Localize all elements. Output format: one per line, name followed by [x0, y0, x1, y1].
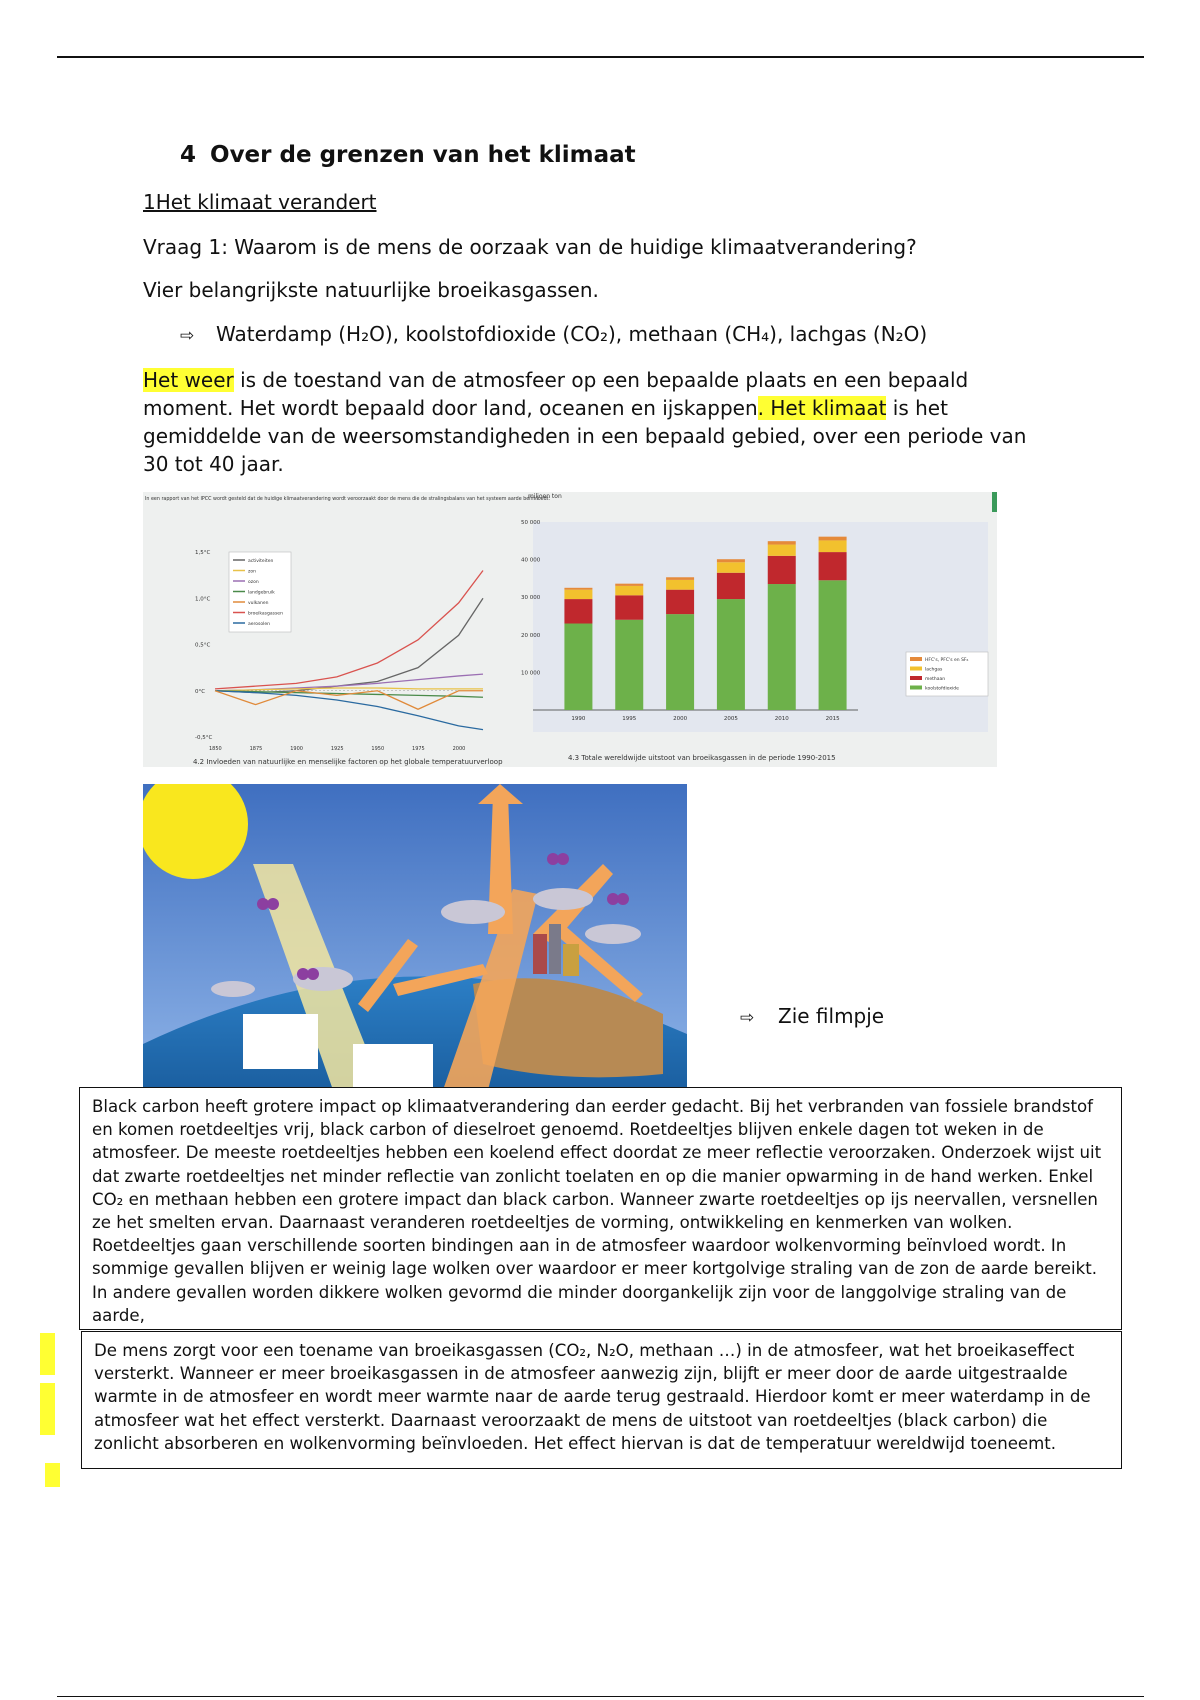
bar-segment-2010: [768, 584, 796, 710]
bar-chart-x-tick: 2010: [774, 716, 789, 722]
definition-weather: is de toestand van de atmosfeer op een bepaalde plaats en een bepaald moment. Het wordt bepaald door land, oceanen en ijskappen: [143, 368, 969, 420]
line-legend-label: broeikasgassen: [248, 611, 283, 617]
bar-chart-y-tick: 20 000: [521, 632, 541, 639]
bar-legend-swatch: [910, 686, 922, 690]
intro-text: Vier belangrijkste natuurlijke broeikasgassen.: [143, 278, 599, 302]
black-carbon-box: Black carbon heeft grotere impact op klimaatverandering dan eerder gedacht. Bij het verbranden van fossiele brandstof en komen roetdeeltjes vrij, black carbon of dieselroet genoemd. Roetdeeltjes blijven enkele dagen tot weken in de atmosfeer. De meeste roetdeeltjes hebben een koelend effect doordat ze meer reflectie veroorzaken. Onderzoek wijst uit dat zwarte roetdeeltjes net minder reflectie van zonlicht toelaten en op die manier opwarming in de hand werken. Enkel CO₂ en methaan hebben een grotere impact dan black carbon. Wanneer zwarte roetdeeltjes op ijs neervallen, versnellen ze het smelten ervan. Daarnaast veranderen roetdeeltjes de vorming, ontwikkeling en kenmerken van wolken. Roetdeeltjes gaan verschillende soorten bindingen aan in de atmosfeer waardoor wolkenvorming beïnvloed wordt. In sommige gevallen blijven er weinig lage wolken over waardoor er meer kortgolvige straling van de zon de aarde bereikt. In andere gevallen worden dikkere wolken gevormd die minder doorgankelijk zijn voor de langgolvige straling van de aarde,: [79, 1087, 1122, 1330]
bar-chart-y-tick: 10 000: [521, 670, 541, 677]
bar-segment-2005: [717, 562, 745, 573]
header-rule: [57, 56, 1144, 58]
question-text: Vraag 1: Waarom is de mens de oorzaak van de huidige klimaatverandering?: [143, 235, 917, 259]
line-chart-x-tick: 1850: [209, 746, 222, 752]
bar-legend-swatch: [910, 657, 922, 661]
margin-highlight: [45, 1463, 60, 1487]
bar-segment-1990: [564, 599, 592, 623]
line-chart-y-tick: 1,0°C: [195, 596, 211, 603]
footer-rule: [57, 1696, 1144, 1697]
bar-segment-2015: [819, 552, 847, 580]
line-chart-intro: In een rapport van het IPCC wordt gesteld dat de huidige klimaatverandering wordt veroorzaakt door de mens die de stralingsbalans van het systeem aarde beïnvloedt.: [145, 497, 551, 502]
bar-chart-caption: 4.3 Totale wereldwijde uitstoot van broeikasgassen in de periode 1990-2015: [568, 754, 836, 762]
line-legend-label: vulkanen: [248, 601, 269, 606]
arrow-right-icon: ⇨: [740, 1008, 755, 1028]
line-chart-y-tick: -0,5°C: [195, 735, 213, 741]
highlight-climate: . Het klimaat: [757, 396, 887, 420]
greenhouse-effect-illustration: [143, 784, 687, 1090]
bar-segment-2005: [717, 573, 745, 599]
greenhouse-illustration-svg: [143, 784, 687, 1090]
bar-chart-y-tick: 40 000: [521, 557, 541, 564]
bar-segment-2000: [666, 590, 694, 614]
chapter-number: 4: [180, 142, 197, 168]
bar-segment-2005: [717, 559, 745, 562]
bar-segment-2015: [819, 540, 847, 552]
bar-segment-2000: [666, 580, 694, 590]
chapter-title: Over de grenzen van het klimaat: [210, 142, 636, 168]
section-title: 1Het klimaat verandert: [143, 190, 377, 214]
bar-legend-swatch: [910, 667, 922, 671]
bar-chart-x-tick: 2000: [673, 716, 688, 722]
bar-segment-1990: [564, 624, 592, 710]
bar-segment-2005: [717, 599, 745, 710]
line-legend-label: ozon: [248, 580, 259, 585]
highlight-weather: Het weer: [143, 368, 234, 392]
line-legend-label: zon: [248, 569, 256, 575]
bar-legend-label: lachgas: [925, 667, 943, 673]
line-chart-y-tick: 1,5°C: [195, 550, 211, 556]
bar-segment-2010: [768, 545, 796, 556]
video-note: [740, 1004, 884, 1028]
bar-chart-x-tick: 2005: [723, 716, 738, 722]
bar-segment-2000: [666, 577, 694, 580]
gases-bullet: [180, 322, 927, 346]
gases-text: Waterdamp (H₂O), koolstofdioxide (CO₂), methaan (CH₄), lachgas (N₂O): [216, 322, 928, 346]
line-chart-x-tick: 1950: [371, 746, 385, 752]
bar-segment-2015: [819, 537, 847, 541]
bar-segment-2000: [666, 614, 694, 710]
bar-segment-1995: [615, 595, 643, 619]
line-chart-x-tick: 1900: [290, 746, 303, 752]
bar-legend-label: koolstofdioxide: [925, 686, 959, 692]
climate-charts: [143, 492, 997, 767]
line-chart-y-tick: 0°C: [195, 688, 206, 695]
line-chart-x-tick: 1925: [330, 746, 344, 752]
bar-chart-y-tick: 50 000: [521, 520, 541, 526]
bar-segment-1995: [615, 584, 643, 586]
bar-chart-x-tick: 1995: [622, 716, 637, 722]
definition-paragraph: [143, 366, 1043, 478]
line-chart-x-tick: 1875: [249, 746, 263, 752]
arrow-right-icon: ⇨: [180, 326, 195, 346]
line-chart-x-tick: 2000: [452, 746, 466, 752]
bar-legend-swatch: [910, 676, 922, 680]
summary-answer-box: De mens zorgt voor een toename van broeikasgassen (CO₂, N₂O, methaan …) in de atmosfeer, wat het broeikaseffect versterkt. Wanneer er meer broeikasgassen in de atmosfeer aanwezig zijn, blijft er meer door de aarde uitgestraalde warmte in de atmosfeer en wordt meer warmte naar de aarde terug gestraald. Hierdoor komt er meer waterdamp in de atmosfeer wat het effect versterkt. Daarnaast veroorzaakt de mens de uitstoot van roetdeeltjes (black carbon) die zonlicht absorberen en wolkenvorming beïnvloeden. Het effect hiervan is dat de temperatuur wereldwijd toeneemt.: [81, 1331, 1122, 1469]
bar-chart-ylabel: miljoen ton: [528, 493, 562, 500]
margin-highlight: [40, 1383, 55, 1435]
bar-chart-y-tick: 30 000: [521, 595, 541, 602]
bar-segment-2015: [819, 580, 847, 710]
emissions-bar-chart: [521, 493, 988, 762]
line-chart-x-tick: 1975: [412, 746, 425, 752]
bar-segment-1995: [615, 620, 643, 710]
bar-segment-2010: [768, 556, 796, 584]
bar-segment-1990: [564, 588, 592, 590]
bar-segment-2010: [768, 541, 796, 544]
margin-highlight: [40, 1333, 55, 1375]
definition-climate: is het gemiddelde van de weersomstandigheden in een bepaald gebied, over een periode van 30 tot 40 jaar.: [143, 396, 1027, 476]
bar-legend-label: HFC's, PFC's en SF₆: [925, 658, 969, 663]
line-legend-label: activiteiten: [248, 559, 274, 564]
line-legend-label: landgebruik: [248, 590, 275, 596]
video-note-text: Zie filmpje: [778, 1004, 885, 1028]
line-chart-y-tick: 0,5°C: [195, 642, 211, 649]
figures-panel: [143, 492, 997, 767]
chapter-heading: [180, 142, 636, 168]
bar-legend-label: methaan: [925, 677, 946, 682]
line-legend-label: aerosolen: [248, 622, 270, 627]
bar-segment-1990: [564, 590, 592, 599]
line-chart-caption: 4.2 Invloeden van natuurlijke en menselijke factoren op het globale temperatuurverloop: [193, 758, 503, 766]
bar-chart-x-tick: 1990: [571, 716, 586, 722]
bar-chart-x-tick: 2015: [825, 716, 840, 722]
bar-segment-1995: [615, 586, 643, 595]
